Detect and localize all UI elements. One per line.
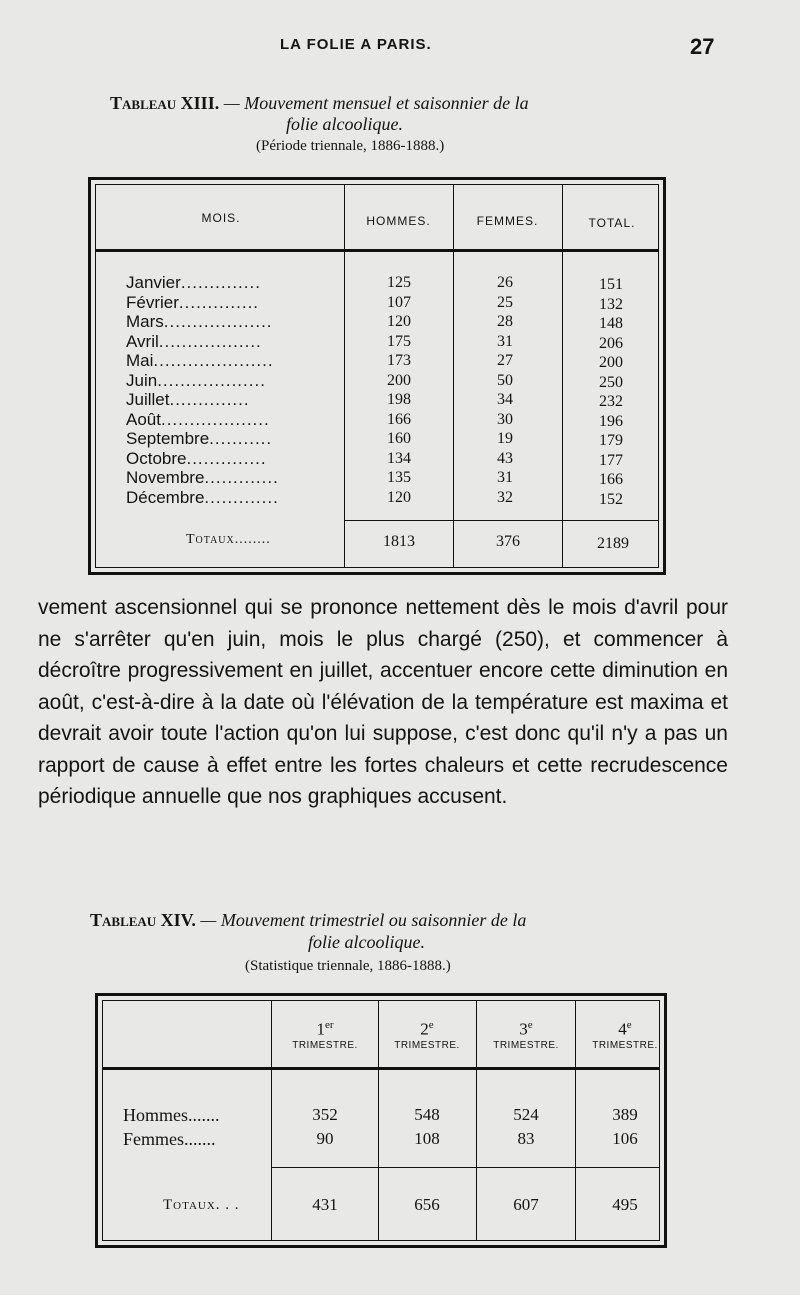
- cell-total: 177: [599, 451, 623, 469]
- table14-totals-row: Totaux. . .: [163, 1197, 240, 1213]
- cell-hommes: 120: [387, 313, 411, 330]
- quarter-header-3: [476, 1019, 576, 1051]
- table13-title-line2: folie alcoolique.: [286, 114, 403, 134]
- quarter-header-1: [275, 1019, 375, 1051]
- quarter-number: 3: [519, 1019, 528, 1039]
- quarter-suffix: e: [527, 1019, 533, 1031]
- col-total: TOTAL.: [588, 216, 636, 230]
- quarter-header-2: [377, 1019, 477, 1051]
- month-label: Novembre: [126, 468, 205, 487]
- cell-total: 166: [599, 471, 623, 488]
- table14-total-cell: 495: [612, 1195, 638, 1214]
- body-text: vement ascensionnel qui se prononce nettement dès le mois d'avril pour ne s'arrêter qu'en juin, mois le plus chargé (250), et commencer à décroître progressivement en juillet, accentuer encore cette diminution en août, c'est-à-dire à la date où l'élévation de la température est maxima et devrait avoir toute l'action qu'on lui suppose, c'est donc qu'il n'y a pas un rapport de cause à effet entre les fortes chaleurs et cette recrudescence périodique annuelle que nos graphiques accusent.: [38, 596, 728, 808]
- quarter-suffix: er: [324, 1019, 334, 1031]
- table13-row: Mars...................: [126, 312, 273, 331]
- table14-caption: [90, 909, 526, 931]
- quarter-number: 4: [618, 1019, 627, 1039]
- table13-row: Juillet..............: [126, 390, 250, 409]
- table14-cell: 106: [612, 1129, 638, 1148]
- table14-cell: 108: [414, 1129, 440, 1148]
- month-label: Avril: [126, 331, 159, 351]
- table14-title-line1: — Mouvement trimestriel ou saisonnier de la: [200, 910, 527, 930]
- body-paragraph: [38, 592, 728, 813]
- quarter-word: TRIMESTRE.: [292, 1039, 358, 1051]
- cell-total: 132: [599, 295, 623, 313]
- quarter-suffix: e: [626, 1019, 632, 1031]
- quarter-word: TRIMESTRE.: [493, 1039, 559, 1051]
- cell-femmes: 50: [497, 371, 513, 389]
- month-label: Février: [126, 292, 179, 312]
- table13-totals-label: Totaux: [186, 532, 235, 547]
- table14-total-cell: 656: [414, 1195, 440, 1214]
- cell-femmes: 30: [497, 410, 513, 428]
- table14-cell: 548: [414, 1105, 440, 1124]
- table13-row: Décembre.............: [126, 487, 279, 507]
- month-label: Septembre: [126, 429, 210, 448]
- cell-femmes: 25: [497, 293, 513, 311]
- table13-row: Avril..................: [126, 331, 262, 351]
- table14: [95, 993, 667, 1248]
- cell-hommes: 200: [387, 371, 411, 389]
- table13-row: Août...................: [126, 409, 270, 429]
- table14-totals-label: Totaux: [163, 1197, 216, 1213]
- table14-label: Tableau XIV.: [90, 910, 196, 930]
- cell-hommes: 175: [387, 332, 411, 350]
- cell-hommes: 134: [387, 449, 411, 467]
- cell-total: 206: [599, 334, 623, 352]
- month-label: Juin: [126, 370, 158, 390]
- cell-total: 179: [599, 432, 623, 449]
- quarter-word: TRIMESTRE.: [592, 1039, 658, 1051]
- cell-hommes: 173: [387, 352, 411, 369]
- cell-femmes: 26: [497, 274, 513, 291]
- quarter-number: 2: [420, 1019, 429, 1039]
- cell-hommes: 125: [387, 274, 411, 291]
- table13-row: Janvier..............: [126, 273, 261, 292]
- table14-cell: 90: [316, 1129, 334, 1148]
- table14-total-cell: 607: [513, 1195, 539, 1214]
- table14-title-line2: folie alcoolique.: [308, 932, 425, 952]
- table13-title-line1: — Mouvement mensuel et saisonnier de la: [223, 93, 529, 113]
- table14-cell: 83: [517, 1129, 535, 1148]
- table13-row: Septembre...........: [126, 429, 273, 448]
- cell-femmes: 43: [497, 449, 513, 467]
- cell-femmes: 27: [497, 352, 513, 369]
- month-label: Mai: [126, 351, 154, 370]
- month-label: Janvier: [126, 273, 181, 292]
- cell-total: 250: [599, 373, 623, 391]
- table13-total-total: 2189: [597, 535, 629, 552]
- month-label: Décembre: [126, 487, 205, 507]
- table13-total-hommes: 1813: [383, 533, 415, 550]
- cell-hommes: 198: [387, 391, 411, 408]
- table14-total-cell: 431: [312, 1195, 338, 1214]
- cell-total: 232: [599, 393, 623, 410]
- page-number: 27: [690, 34, 715, 59]
- cell-hommes: 166: [387, 410, 411, 428]
- cell-hommes: 160: [387, 430, 411, 447]
- quarter-header-4: [575, 1019, 675, 1051]
- cell-total: 196: [599, 412, 623, 430]
- cell-femmes: 19: [497, 430, 513, 447]
- table13-caption: [110, 92, 529, 114]
- quarter-suffix: e: [428, 1019, 434, 1031]
- table13-row: Février..............: [126, 292, 260, 312]
- table13-row: Mai.....................: [126, 351, 274, 370]
- table14-row-label: Femmes.......: [123, 1129, 216, 1149]
- table14-row-label: Hommes.......: [123, 1105, 220, 1125]
- cell-femmes: 32: [497, 488, 513, 506]
- table13-row: Octobre..............: [126, 448, 267, 468]
- table14-cell: 524: [513, 1105, 539, 1124]
- table14-cell: 389: [612, 1105, 638, 1124]
- running-title: LA FOLIE A PARIS.: [280, 36, 432, 53]
- col-mois: MOIS.: [201, 211, 241, 225]
- month-label: Juillet: [126, 390, 170, 409]
- col-femmes: FEMMES.: [476, 214, 539, 228]
- cell-total: 152: [599, 490, 623, 508]
- quarter-word: TRIMESTRE.: [394, 1039, 460, 1051]
- row-label-text: Hommes: [123, 1105, 188, 1125]
- table13-label: Tableau XIII.: [110, 93, 220, 113]
- table13-totals-row: Totaux........: [186, 532, 271, 547]
- table13-row: Novembre.............: [126, 468, 279, 487]
- month-label: Août: [126, 409, 161, 429]
- table14-cell: 352: [312, 1105, 338, 1124]
- cell-total: 148: [599, 315, 623, 332]
- cell-hommes: 120: [387, 488, 411, 506]
- cell-total: 151: [599, 276, 623, 293]
- table14-subtitle: (Statistique triennale, 1886-1888.): [245, 958, 451, 974]
- cell-femmes: 31: [497, 469, 513, 486]
- month-label: Mars: [126, 312, 164, 331]
- col-hommes: HOMMES.: [366, 214, 431, 228]
- table13-subtitle: (Période triennale, 1886-1888.): [256, 138, 445, 154]
- table13: [88, 177, 666, 575]
- row-label-text: Femmes: [123, 1129, 184, 1149]
- month-label: Octobre: [126, 448, 187, 468]
- quarter-number: 1: [316, 1019, 325, 1039]
- cell-femmes: 28: [497, 313, 513, 330]
- cell-femmes: 31: [497, 332, 513, 350]
- cell-femmes: 34: [497, 391, 513, 408]
- cell-hommes: 107: [387, 293, 411, 311]
- cell-hommes: 135: [387, 469, 411, 486]
- table13-row: Juin...................: [126, 370, 266, 390]
- cell-total: 200: [599, 354, 623, 371]
- table13-total-femmes: 376: [496, 533, 520, 550]
